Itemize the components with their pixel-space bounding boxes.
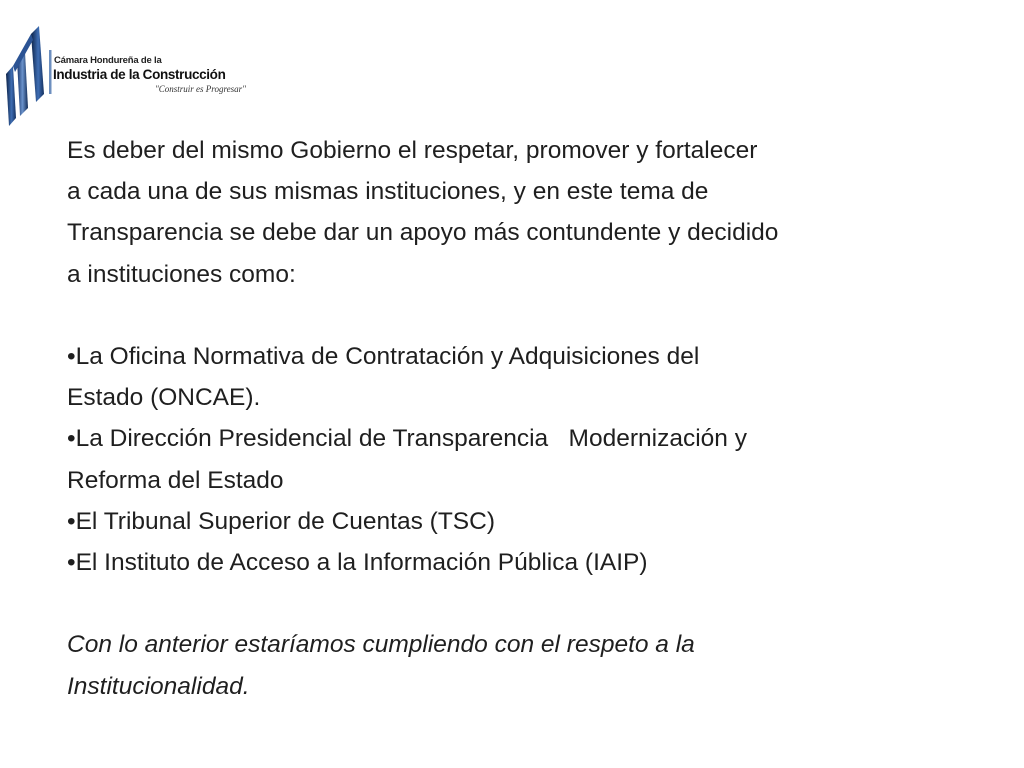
organization-logo <box>4 24 254 128</box>
conclusion-line: Institucionalidad. <box>67 672 250 700</box>
list-item <box>67 501 997 542</box>
bullet-icon: • <box>67 343 76 370</box>
list-item-text: La Oficina Normativa de Contratación y Adquisiciones del <box>75 343 700 370</box>
bullet-icon: • <box>67 425 76 453</box>
intro-paragraph <box>67 130 997 295</box>
chic-logo-mark-icon <box>4 24 56 128</box>
list-item-text: La Dirección Presidencial de Transparencia Modernización y <box>75 425 747 453</box>
list-item-text: El Instituto de Acceso a la Información Pública (IAIP) <box>75 549 648 577</box>
slide-body <box>67 130 997 707</box>
intro-line: Transparencia se debe dar un apoyo más contundente y decidido <box>67 219 779 247</box>
bullet-icon: • <box>67 507 76 535</box>
conclusion-paragraph <box>67 624 997 706</box>
list-item <box>67 336 997 418</box>
blank-line <box>67 295 997 336</box>
list-item-text: El Tribunal Superior de Cuentas (TSC) <box>75 507 495 535</box>
intro-line: a instituciones como: <box>67 260 296 288</box>
logo-line1: Cámara Hondureña de la <box>54 55 162 66</box>
blank-line <box>67 583 997 624</box>
bullet-icon: • <box>67 549 76 577</box>
list-item <box>67 542 997 583</box>
institution-list <box>67 336 997 583</box>
logo-slogan: "Construir es Progresar" <box>155 84 246 94</box>
intro-line: Es deber del mismo Gobierno el respetar, promover y fortalecer <box>67 137 758 164</box>
list-item-text: Estado (ONCAE). <box>67 384 261 412</box>
intro-line: a cada una de sus mismas instituciones, y en este tema de <box>67 178 709 206</box>
list-item <box>67 418 997 500</box>
logo-line2: Industria de la Construcción <box>53 67 226 82</box>
conclusion-line: Con lo anterior estaríamos cumpliendo con el respeto a la <box>67 631 695 659</box>
list-item-text: Reforma del Estado <box>67 466 284 494</box>
